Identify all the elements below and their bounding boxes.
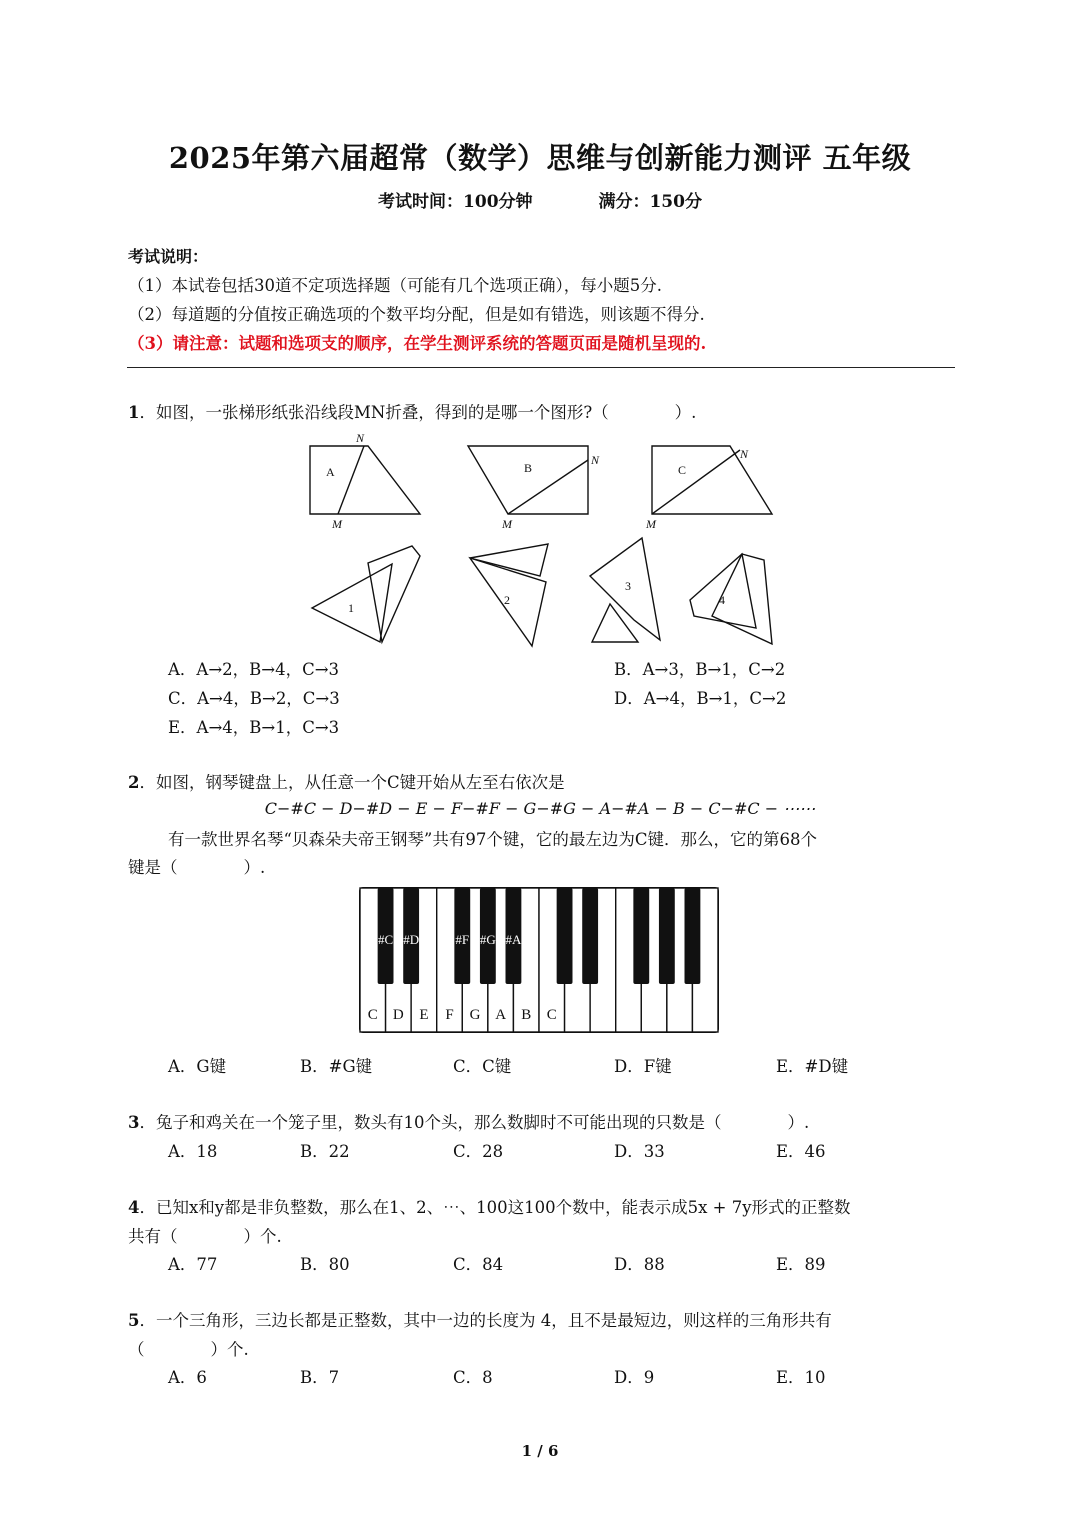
question-2-line3: 键是（ ）. <box>128 858 266 877</box>
q5-option-a[interactable]: A．6 <box>168 1368 207 1387</box>
q4-option-c[interactable]: C．84 <box>453 1255 504 1274</box>
question-1-stem <box>128 398 958 427</box>
question-number: 4 <box>128 1198 140 1217</box>
note-sequence: C−#C − D−#D − E − F−#F − G−#G − A−#A − B − C−#C − ⋯⋯ <box>264 799 816 818</box>
q3-option-e[interactable]: E．46 <box>776 1142 826 1161</box>
label-shape-3: 3 <box>625 579 631 593</box>
q4-option-d[interactable]: D．88 <box>614 1255 665 1274</box>
trapezoid-c <box>652 446 772 514</box>
black-key <box>685 888 701 984</box>
question-2-stem <box>128 768 958 797</box>
label-shape-2: 2 <box>504 593 510 607</box>
label-n-a: N <box>356 431 365 445</box>
question-text: ．如图，一张梯形纸张沿线段MN折叠，得到的是哪一个图形?（ ）. <box>139 403 697 422</box>
q2-option-b[interactable]: B．#G键 <box>300 1057 373 1076</box>
label-shape-1: 1 <box>348 601 354 615</box>
black-key <box>557 888 573 984</box>
white-key-label: A <box>495 1007 507 1023</box>
question-5-line2: （ ）个. <box>128 1340 249 1359</box>
trapezoid-a <box>310 446 420 514</box>
fold-line-c <box>652 450 740 514</box>
q1-option-d[interactable]: D．A→4，B→1，C→2 <box>614 689 787 708</box>
white-key-label: F <box>445 1007 454 1023</box>
piano-keyboard <box>358 886 722 1036</box>
white-key-label: C <box>546 1007 557 1023</box>
exam-score: 满分：150分 <box>598 192 702 212</box>
label-b: B <box>524 461 533 475</box>
q5-option-d[interactable]: D．9 <box>614 1368 655 1387</box>
label-shape-4: 4 <box>719 593 725 607</box>
question-number: 5 <box>128 1311 140 1330</box>
black-key <box>659 888 675 984</box>
q3-option-c[interactable]: C．28 <box>453 1142 504 1161</box>
q1-option-b[interactable]: B．A→3，B→1，C→2 <box>614 660 786 679</box>
question-number: 2 <box>128 773 140 792</box>
q4-option-b[interactable]: B．80 <box>300 1255 350 1274</box>
q5-option-e[interactable]: E．10 <box>776 1368 826 1387</box>
fold-line-b <box>508 460 588 514</box>
shape-4-main <box>690 554 756 628</box>
label-n-b: N <box>591 453 600 467</box>
trapezoid-b <box>468 446 588 514</box>
q2-option-d[interactable]: D．F键 <box>614 1057 672 1076</box>
note-item-2: （2）每道题的分值按正确选项的个数平均分配，但是如有错选，则该题不得分. <box>128 305 705 324</box>
q1-figure <box>300 428 790 648</box>
question-number: 3 <box>128 1113 140 1132</box>
label-m-a: M <box>332 517 342 531</box>
exam-time: 考试时间：100分钟 <box>378 192 533 212</box>
label-n-c: N <box>740 447 749 461</box>
notes-heading: 考试说明： <box>128 247 209 266</box>
q1-option-e[interactable]: E．A→4，B→1，C→3 <box>168 718 340 737</box>
white-key-label: B <box>521 1007 532 1023</box>
fold-line-a <box>338 446 364 514</box>
q3-option-b[interactable]: B．22 <box>300 1142 350 1161</box>
shape-3-bottom <box>592 604 638 642</box>
black-key-label: #G <box>479 932 496 947</box>
black-key-label: #D <box>403 932 420 947</box>
question-5-stem <box>128 1306 958 1335</box>
note-item-3: （3）请注意：试题和选项支的顺序，在学生测评系统的答题页面是随机呈现的. <box>128 334 707 353</box>
note-item-1: （1）本试卷包括30道不定项选择题（可能有几个选项正确），每小题5分. <box>128 276 662 295</box>
divider-rule <box>127 367 955 368</box>
question-text: ．兔子和鸡关在一个笼子里，数头有10个头，那么数脚时不可能出现的只数是（ ）. <box>139 1113 810 1132</box>
q2-option-a[interactable]: A．G键 <box>168 1057 227 1076</box>
question-text: ．如图，钢琴键盘上，从任意一个C键开始从左至右依次是 <box>139 773 565 792</box>
black-key <box>582 888 598 984</box>
question-3-stem <box>128 1108 958 1137</box>
shape-1-flap <box>368 546 420 642</box>
black-key <box>633 888 649 984</box>
question-4-stem <box>128 1193 958 1222</box>
exam-info <box>0 187 1080 212</box>
label-a: A <box>326 465 335 479</box>
white-key-label: E <box>419 1007 429 1023</box>
q3-option-d[interactable]: D．33 <box>614 1142 665 1161</box>
q1-option-a[interactable]: A．A→2，B→4，C→3 <box>168 660 340 679</box>
question-text: ．已知x和y都是非负整数，那么在1、2、⋯、100这100个数中，能表示成5x + 7y形式的正整数 <box>139 1198 851 1217</box>
question-4-line2: 共有（ ）个. <box>128 1227 282 1246</box>
q3-option-a[interactable]: A．18 <box>168 1142 218 1161</box>
white-key-label: D <box>392 1007 404 1023</box>
label-m-b: M <box>502 517 512 531</box>
question-number: 1 <box>128 403 140 422</box>
black-key-label: #F <box>455 932 470 947</box>
shape-2-top <box>470 544 548 576</box>
q2-option-e[interactable]: E．#D键 <box>776 1057 849 1076</box>
question-text: ．一个三角形，三边长都是正整数，其中一边的长度为 4，且不是最短边，则这样的三角形共有 <box>139 1311 832 1330</box>
white-key-label: G <box>469 1007 481 1023</box>
q5-option-b[interactable]: B．7 <box>300 1368 340 1387</box>
black-key-label: #A <box>505 932 522 947</box>
question-2-line2: 有一款世界名琴“贝森朵夫帝王钢琴”共有97个键，它的最左边为C键．那么，它的第68个 <box>168 830 817 849</box>
q4-option-a[interactable]: A．77 <box>168 1255 218 1274</box>
q1-option-c[interactable]: C．A→4，B→2，C→3 <box>168 689 340 708</box>
black-key-label: #C <box>377 932 394 947</box>
label-m-c: M <box>646 517 656 531</box>
white-key-label: C <box>367 1007 378 1023</box>
label-c: C <box>678 463 687 477</box>
q2-option-c[interactable]: C．C键 <box>453 1057 512 1076</box>
page-title: 2025年第六届超常（数学）思维与创新能力测评 五年级 <box>168 141 912 175</box>
q4-option-e[interactable]: E．89 <box>776 1255 826 1274</box>
page-number: 1 / 6 <box>521 1442 559 1460</box>
q5-option-c[interactable]: C．8 <box>453 1368 493 1387</box>
